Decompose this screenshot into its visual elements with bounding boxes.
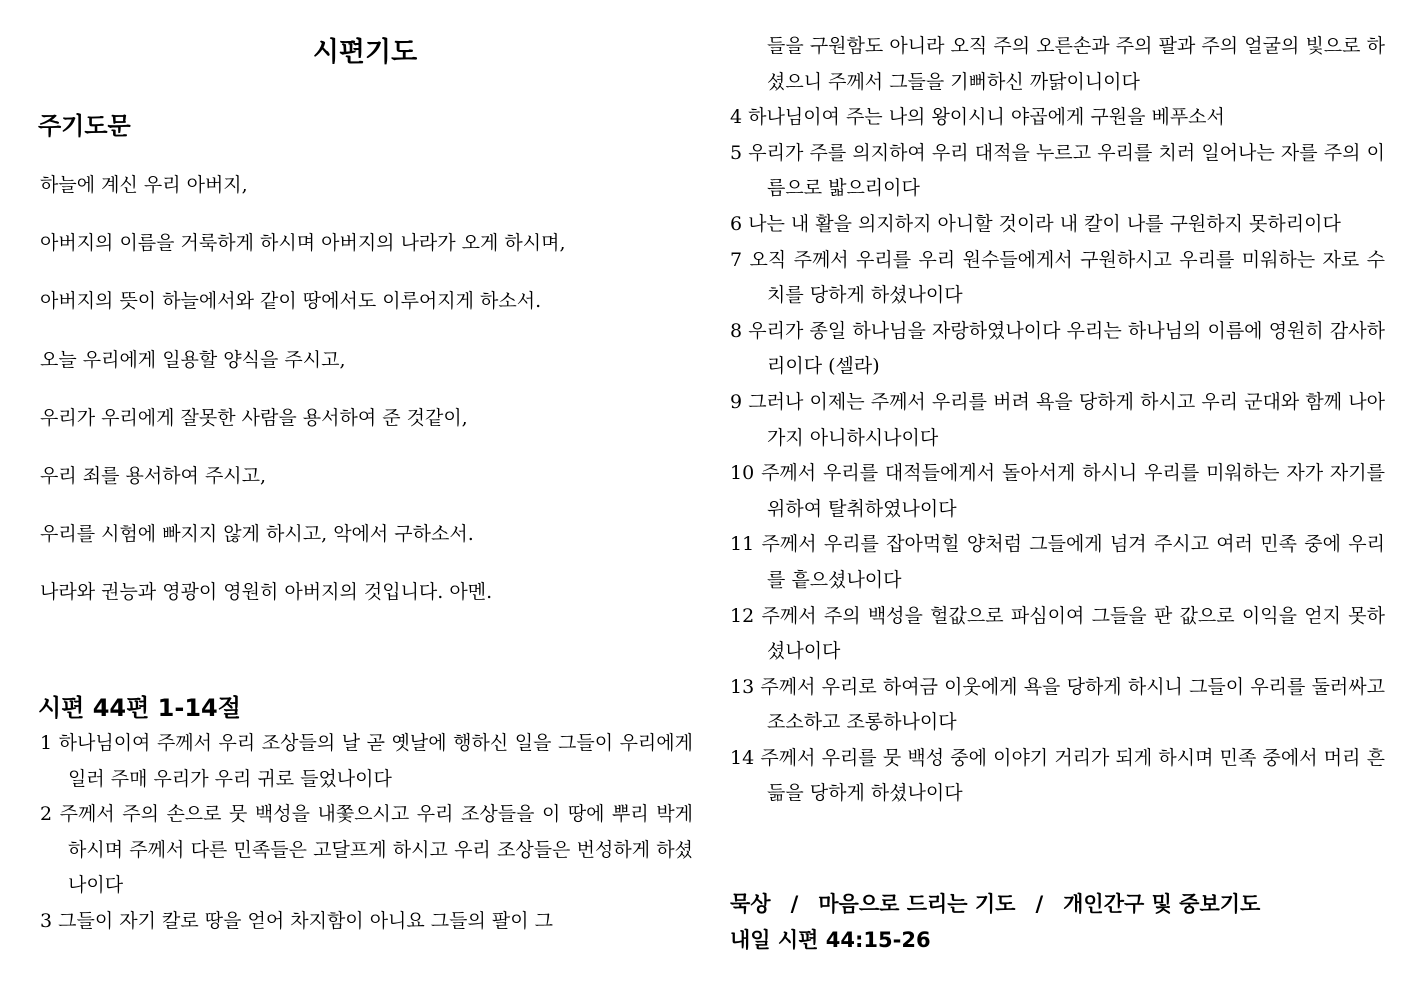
verse-8 — [730, 314, 1385, 385]
verse-2 — [40, 797, 693, 904]
verse-number: 13 — [730, 675, 755, 698]
verse-text: 주께서 우리를 뭇 백성 중에 이야기 거리가 되게 하시며 민족 중에서 머리 흔듦을 당하게 하셨나이다 — [760, 746, 1385, 805]
verse-text: 주께서 우리로 하여금 이웃에게 욕을 당하게 하시니 그들이 우리를 둘러싸고 조소하고 조롱하나이다 — [760, 675, 1385, 734]
verse-3 — [40, 904, 693, 940]
verse-number: 2 — [40, 803, 53, 826]
verse-number: 12 — [730, 604, 755, 627]
verse-number: 6 — [730, 212, 743, 235]
next-reading: 내일 시편 44:15-26 — [730, 927, 931, 952]
verse-number: 3 — [40, 909, 53, 932]
prayer-line: 아버지의 뜻이 하늘에서와 같이 땅에서도 이루어지게 하소서. — [40, 290, 542, 313]
verse-number: 8 — [730, 319, 743, 342]
verse-number: 14 — [730, 746, 755, 769]
verse-3-continued: 들을 구원함도 아니라 오직 주의 오른손과 주의 팔과 주의 얼굴의 빛으로 하셨으니 주께서 그들을 기뻐하신 까닭이니이다 — [767, 35, 1385, 93]
verse-9 — [730, 385, 1385, 456]
verse-text: 오직 주께서 우리를 우리 원수들에게서 구원하시고 우리를 미워하는 자로 수치를 당하게 하셨나이다 — [749, 248, 1385, 307]
lords-prayer-heading: 주기도문 — [38, 112, 131, 140]
step-intercession: 개인간구 및 중보기도 — [1063, 892, 1261, 916]
prayer-line: 하늘에 계신 우리 아버지, — [40, 174, 248, 196]
step-meditation: 묵상 — [730, 892, 771, 916]
prayer-line: 우리를 시험에 빠지지 않게 하시고, 악에서 구하소서. — [40, 523, 474, 546]
prayer-line: 우리가 우리에게 잘못한 사람을 용서하여 준 것같이, — [40, 406, 468, 429]
prayer-line: 나라와 권능과 영광이 영원히 아버지의 것입니다. 아멘. — [40, 581, 493, 604]
closing-section — [730, 887, 1380, 958]
prayer-line: 우리 죄를 용서하여 주시고, — [40, 464, 267, 487]
verse-text: 주께서 우리를 대적들에게서 돌아서게 하시니 우리를 미워하는 자가 자기를 위하여 탈취하였나이다 — [761, 462, 1385, 520]
verse-number: 10 — [730, 462, 755, 485]
verse-text: 주께서 주의 백성을 헐값으로 파심이여 그들을 판 값으로 이익을 얻지 못하셨나이다 — [761, 604, 1385, 663]
step-prayer: 마음으로 드리는 기도 — [818, 892, 1016, 916]
verse-number: 7 — [730, 248, 743, 271]
separator: / — [1035, 892, 1044, 916]
psalm-verses-left — [40, 726, 693, 940]
verse-1 — [40, 726, 693, 797]
verse-10 — [730, 456, 1385, 527]
prayer-line: 아버지의 이름을 거룩하게 하시며 아버지의 나라가 오게 하시며, — [40, 232, 566, 255]
verse-number: 1 — [40, 732, 53, 754]
verse-number: 5 — [730, 141, 743, 164]
separator: / — [790, 892, 799, 916]
verse-text: 그러나 이제는 주께서 우리를 버려 욕을 당하게 하시고 우리 군대와 함께 나아가지 아니하시나이다 — [748, 390, 1385, 449]
verse-number: 4 — [730, 106, 743, 129]
verse-number: 9 — [730, 390, 743, 413]
verse-number: 11 — [730, 533, 755, 556]
verse-text: 주께서 우리를 잡아먹힐 양처럼 그들에게 넘겨 주시고 여러 민족 중에 우리를 흩으셨나이다 — [761, 533, 1385, 591]
verse-5 — [730, 136, 1385, 207]
verse-text: 나는 내 활을 의지하지 아니할 것이라 내 칼이 나를 구원하지 못하리이다 — [748, 212, 1341, 235]
prayer-line: 오늘 우리에게 일용할 양식을 주시고, — [40, 348, 346, 371]
verse-text: 우리가 종일 하나님을 자랑하였나이다 우리는 하나님의 이름에 영원히 감사하리이다 (셀라) — [748, 319, 1385, 378]
psalm-verses-right — [730, 29, 1385, 812]
verse-text: 하나님이여 주는 나의 왕이시니 야곱에게 구원을 베푸소서 — [748, 106, 1225, 129]
verse-4 — [730, 100, 1385, 136]
verse-6 — [730, 207, 1385, 243]
closing-steps — [730, 887, 1380, 923]
verse-text: 주께서 주의 손으로 뭇 백성을 내쫓으시고 우리 조상들을 이 땅에 뿌리 박게 하시며 주께서 다른 민족들은 고달프게 하시고 우리 조상들은 번성하게 하셨나이다 — [59, 803, 693, 897]
verse-text: 우리가 주를 의지하여 우리 대적을 누르고 우리를 치러 일어나는 자를 주의 이름으로 밟으리이다 — [748, 141, 1385, 200]
page-title: 시편기도 — [312, 37, 418, 68]
verse-7 — [730, 243, 1385, 314]
verse-11 — [730, 527, 1385, 598]
psalm-heading: 시편 44편 1-14절 — [38, 694, 241, 722]
verse-12 — [730, 599, 1385, 670]
verse-14 — [730, 741, 1385, 812]
verse-text: 하나님이여 주께서 우리 조상들의 날 곧 옛날에 행하신 일을 그들이 우리에게 일러 주매 우리가 우리 귀로 들었나이다 — [58, 732, 693, 790]
verse-13 — [730, 670, 1385, 741]
verse-text: 그들이 자기 칼로 땅을 얻어 차지함이 아니요 그들의 팔이 그 — [58, 909, 553, 932]
lords-prayer-text — [40, 170, 710, 636]
